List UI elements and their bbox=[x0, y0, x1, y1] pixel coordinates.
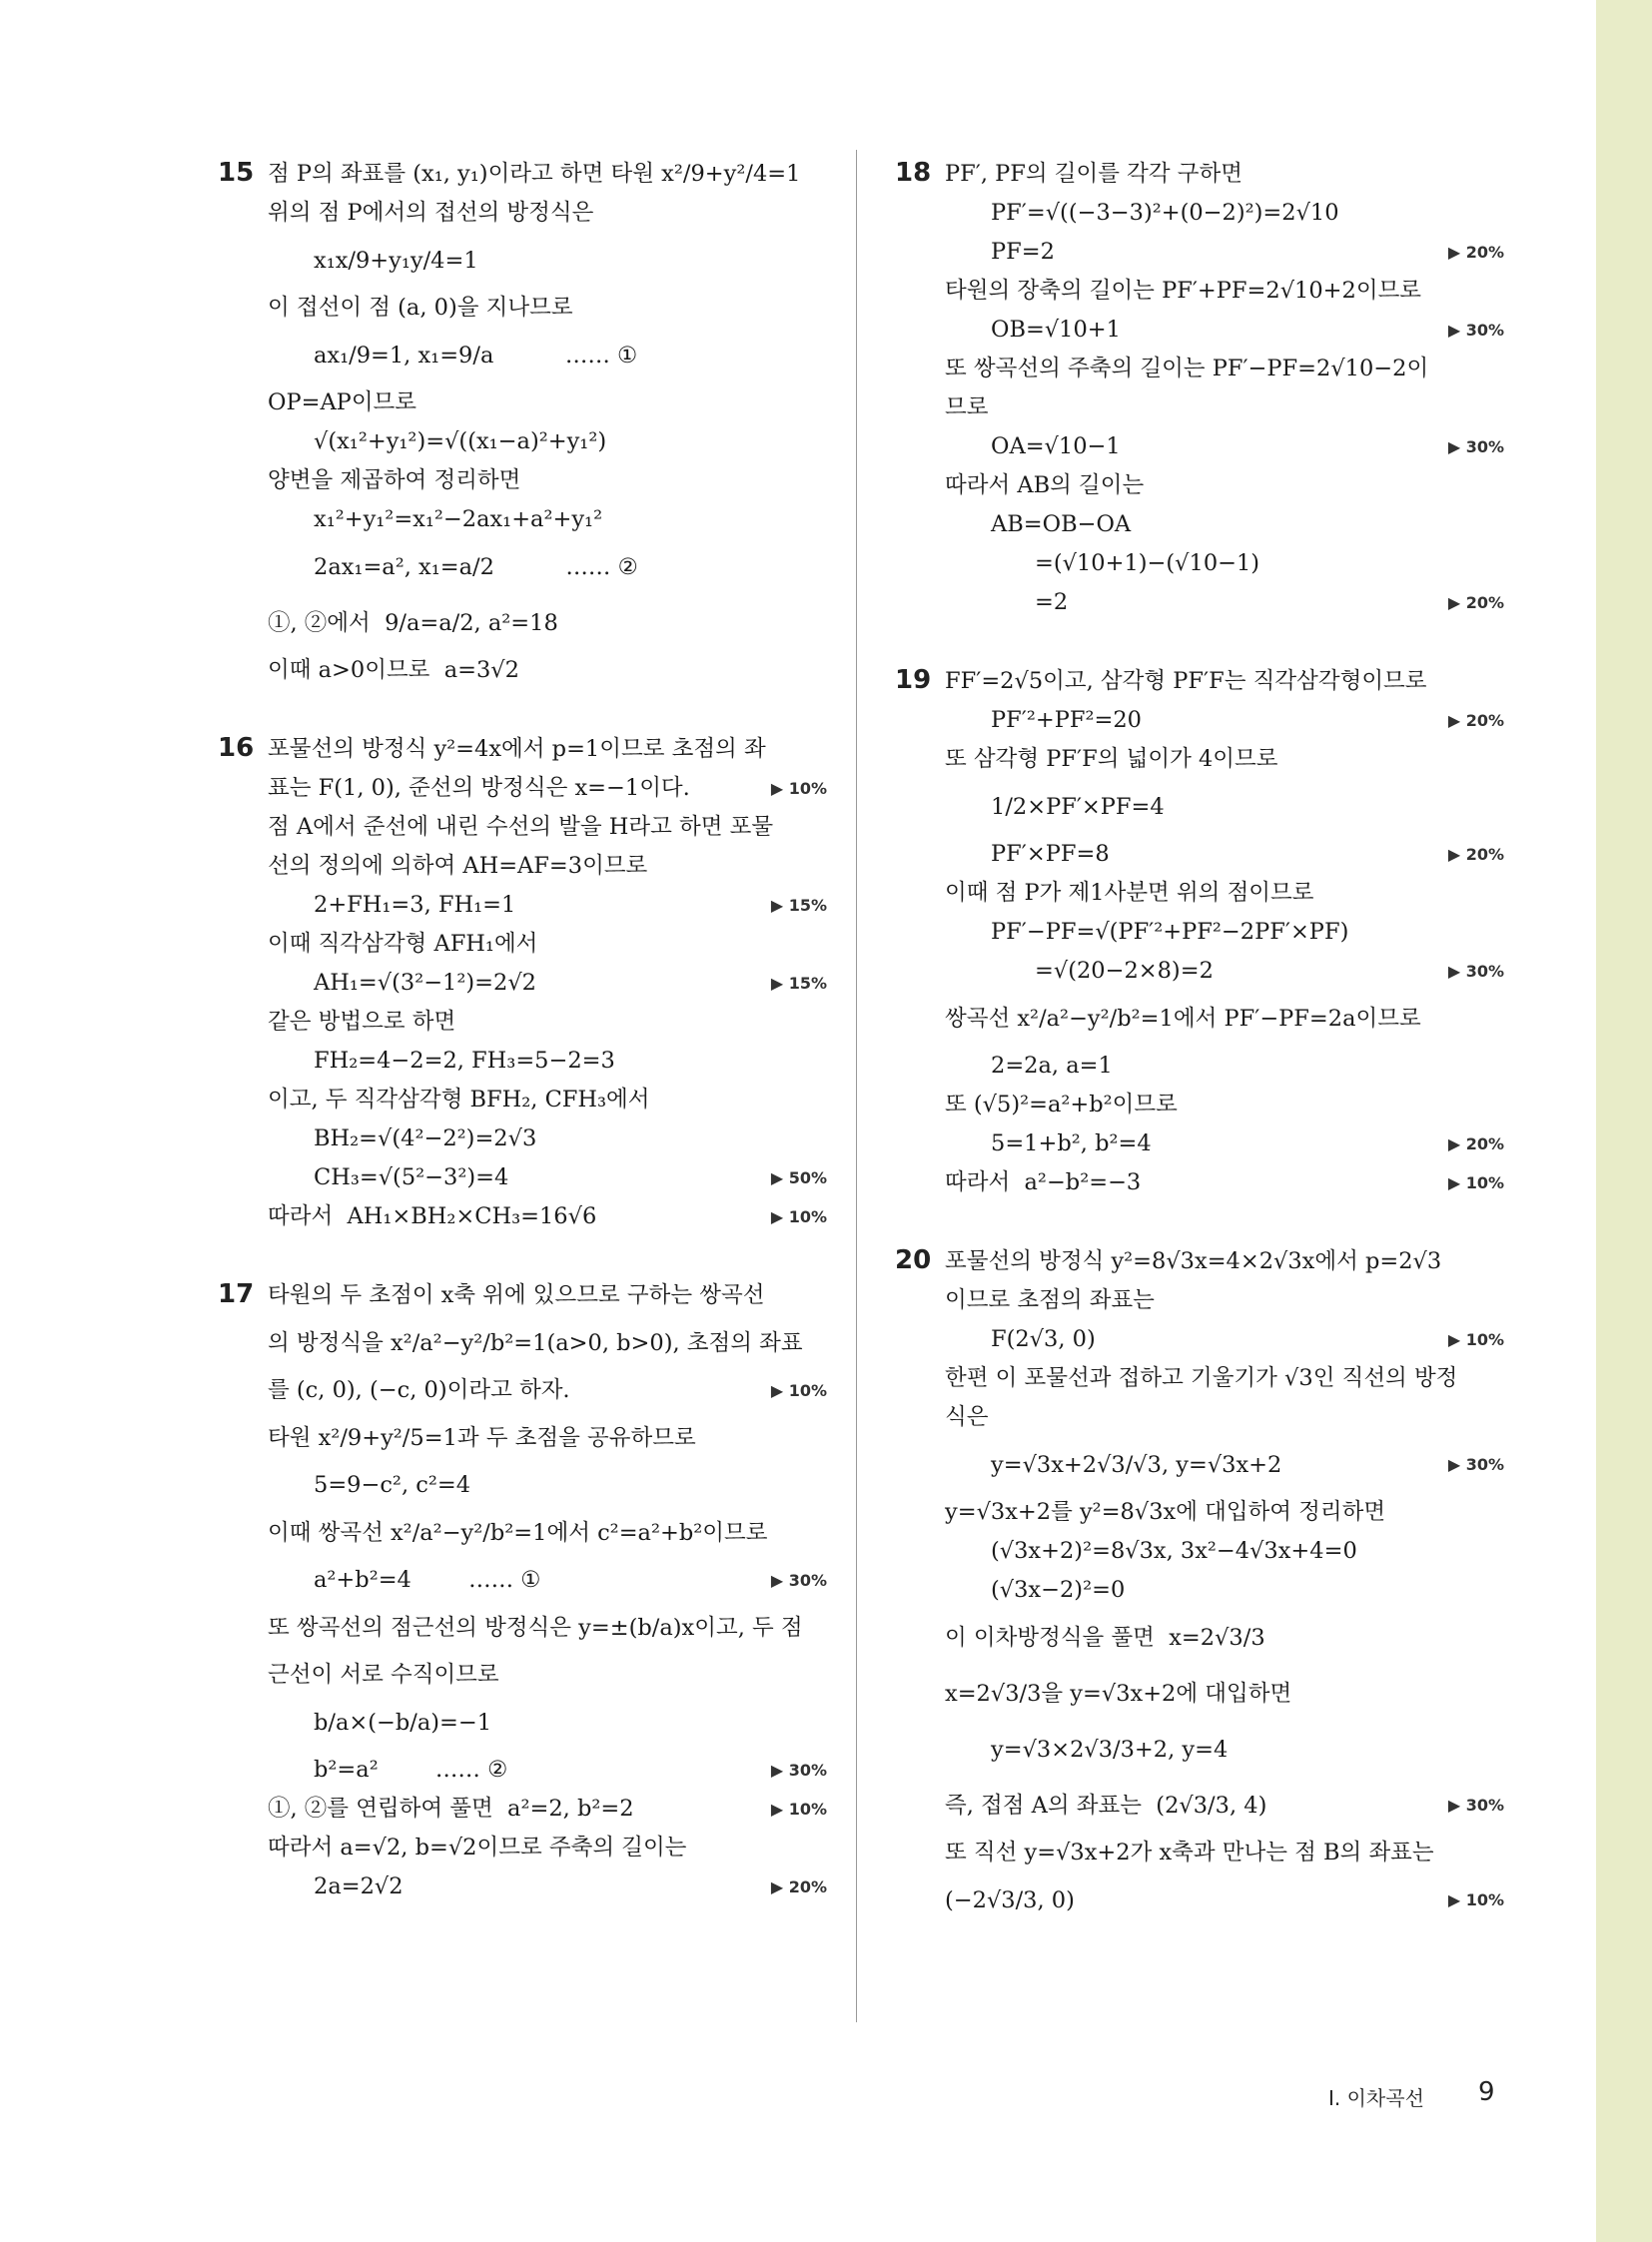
solution-line bbox=[268, 1600, 827, 1656]
score-badge: ▶ 15% bbox=[770, 896, 827, 915]
solution-text: 2ax₁=a², x₁=a/2 …… ② bbox=[314, 554, 638, 580]
solution-text: 또 쌍곡선의 주축의 길이는 PF′−PF=2√10−2이 bbox=[945, 356, 1429, 381]
solution-line bbox=[268, 1197, 827, 1236]
score-badge: ▶ 15% bbox=[770, 974, 827, 993]
problem-number: 17 bbox=[218, 1279, 255, 1309]
solution-text: b²=a² …… ② bbox=[314, 1757, 508, 1783]
solution-line bbox=[268, 1695, 827, 1751]
problem-number: 19 bbox=[895, 665, 932, 695]
solution-text: 선의 정의에 의하여 AH=AF=3이므로 bbox=[268, 853, 648, 879]
solution-text: 이때 쌍곡선 x²/a²−y²/b²=1에서 c²=a²+b²이므로 bbox=[268, 1520, 768, 1546]
solution-text: 또 쌍곡선의 점근선의 방정식은 y=±(b/a)x이고, 두 점 bbox=[268, 1615, 803, 1641]
score-badge: ▶ 30% bbox=[770, 1571, 827, 1590]
solution-text: FF′=2√5이고, 삼각형 PF′F는 직각삼각형이므로 bbox=[945, 668, 1427, 694]
solution-text: x=2√3/3을 y=√3x+2에 대입하면 bbox=[945, 1681, 1292, 1707]
solution-line bbox=[945, 1359, 1504, 1398]
column-divider bbox=[856, 150, 857, 2022]
solution-line bbox=[268, 595, 827, 651]
solution-line bbox=[945, 662, 1504, 701]
solution-text: 따라서 AB의 길이는 bbox=[945, 472, 1145, 498]
solution-line bbox=[268, 886, 827, 925]
problem-16 bbox=[218, 730, 827, 1236]
solution-line bbox=[268, 1315, 827, 1371]
solution-text: 를 (c, 0), (−c, 0)이라고 하자. bbox=[268, 1377, 570, 1403]
solution-line bbox=[268, 1561, 827, 1600]
solution-text: OB=√10+1 bbox=[991, 317, 1121, 343]
solution-text: x₁²+y₁²=x₁²−2ax₁+a²+y₁² bbox=[314, 506, 603, 532]
solution-text: 식은 bbox=[945, 1404, 989, 1430]
solution-text: PF′²+PF²=20 bbox=[991, 707, 1142, 733]
solution-text: 이때 점 P가 제1사분면 위의 점이므로 bbox=[945, 880, 1314, 906]
solution-text: (√3x+2)²=8√3x, 3x²−4√3x+4=0 bbox=[991, 1538, 1357, 1564]
solution-text: 따라서 a=√2, b=√2이므로 주축의 길이는 bbox=[268, 1835, 687, 1861]
solution-line bbox=[268, 233, 827, 289]
solution-line bbox=[268, 155, 827, 194]
solution-text: OP=AP이므로 bbox=[268, 389, 417, 415]
solution-line bbox=[945, 194, 1504, 233]
score-badge: ▶ 10% bbox=[770, 1381, 827, 1400]
solution-line bbox=[945, 544, 1504, 583]
solution-line bbox=[945, 991, 1504, 1047]
solution-line bbox=[945, 1124, 1504, 1163]
solution-line bbox=[268, 383, 827, 422]
solution-text: 포물선의 방정식 y²=4x에서 p=1이므로 초점의 좌 bbox=[268, 736, 766, 762]
solution-text: 2+FH₁=3, FH₁=1 bbox=[314, 892, 516, 918]
problem-18 bbox=[895, 155, 1504, 622]
solution-line bbox=[268, 651, 827, 690]
footer-chapter-title: Ⅰ. 이차곡선 bbox=[1328, 2086, 1424, 2110]
page-number: 9 bbox=[1478, 2077, 1495, 2107]
solution-line bbox=[945, 1571, 1504, 1610]
solution-line bbox=[945, 1437, 1504, 1493]
solution-line bbox=[945, 1242, 1504, 1281]
score-badge: ▶ 10% bbox=[1447, 1330, 1504, 1349]
solution-text: 포물선의 방정식 y²=8√3x=4×2√3x에서 p=2√3 bbox=[945, 1248, 1442, 1274]
solution-line bbox=[945, 1493, 1504, 1532]
problem-number: 15 bbox=[218, 158, 255, 188]
solution-line bbox=[945, 1320, 1504, 1359]
solution-line bbox=[268, 1868, 827, 1906]
problem-17 bbox=[218, 1276, 827, 1906]
solution-text: 1/2×PF′×PF=4 bbox=[991, 794, 1165, 820]
solution-line bbox=[945, 1610, 1504, 1666]
score-badge: ▶ 10% bbox=[770, 1800, 827, 1819]
solution-line bbox=[945, 1722, 1504, 1778]
solution-line bbox=[945, 583, 1504, 622]
solution-line bbox=[268, 539, 827, 595]
solution-line bbox=[268, 1042, 827, 1081]
solution-line bbox=[268, 1081, 827, 1120]
solution-line bbox=[268, 1829, 827, 1868]
solution-line bbox=[945, 913, 1504, 952]
solution-line bbox=[945, 1532, 1504, 1571]
solution-text: 의 방정식을 x²/a²−y²/b²=1(a>0, b>0), 초점의 좌표 bbox=[268, 1330, 803, 1356]
score-badge: ▶ 20% bbox=[1447, 711, 1504, 730]
score-badge: ▶ 20% bbox=[1447, 845, 1504, 864]
solution-line bbox=[268, 1790, 827, 1829]
score-badge: ▶ 30% bbox=[1447, 1455, 1504, 1474]
solution-line bbox=[268, 1410, 827, 1466]
solution-line bbox=[268, 1751, 827, 1790]
solution-text: 따라서 AH₁×BH₂×CH₃=16√6 bbox=[268, 1203, 597, 1229]
chapter-side-tab bbox=[1596, 0, 1652, 2242]
solution-line bbox=[945, 427, 1504, 466]
solution-text: 즉, 접점 A의 좌표는 (2√3/3, 4) bbox=[945, 1793, 1267, 1819]
solution-line bbox=[268, 1276, 827, 1315]
solution-text: PF=2 bbox=[991, 239, 1055, 265]
problem-15 bbox=[218, 155, 827, 690]
solution-text: b/a×(−b/a)=−1 bbox=[314, 1710, 492, 1736]
solution-text: =(√10+1)−(√10−1) bbox=[1035, 550, 1260, 576]
solution-text: =2 bbox=[1035, 589, 1069, 615]
solution-line bbox=[945, 1163, 1504, 1202]
solution-line bbox=[268, 500, 827, 539]
solution-line bbox=[945, 350, 1504, 388]
solution-text: 양변을 제곱하여 정리하면 bbox=[268, 467, 521, 493]
solution-text: x₁x/9+y₁y/4=1 bbox=[314, 248, 478, 274]
solution-line bbox=[945, 1834, 1504, 1872]
solution-line bbox=[945, 466, 1504, 505]
solution-line bbox=[268, 289, 827, 328]
solution-line bbox=[268, 1371, 827, 1410]
solution-text: 이때 a>0이므로 a=3√2 bbox=[268, 657, 519, 683]
score-badge: ▶ 50% bbox=[770, 1168, 827, 1187]
solution-text: 이고, 두 직각삼각형 BFH₂, CFH₃에서 bbox=[268, 1087, 650, 1113]
solution-text: 같은 방법으로 하면 bbox=[268, 1009, 456, 1035]
solution-text: =√(20−2×8)=2 bbox=[1035, 958, 1214, 984]
solution-line bbox=[268, 1505, 827, 1561]
solution-text: 2=2a, a=1 bbox=[991, 1053, 1113, 1079]
solution-text: (−2√3/3, 0) bbox=[945, 1887, 1075, 1913]
solution-line bbox=[945, 311, 1504, 350]
left-column bbox=[218, 155, 827, 1946]
solution-line bbox=[268, 964, 827, 1003]
solution-text: 이 이차방정식을 풀면 x=2√3/3 bbox=[945, 1625, 1265, 1651]
solution-line bbox=[945, 1666, 1504, 1722]
solution-line bbox=[945, 272, 1504, 311]
right-column bbox=[895, 155, 1504, 1968]
solution-line bbox=[268, 808, 827, 847]
solution-text: PF′−PF=√(PF′²+PF²−2PF′×PF) bbox=[991, 919, 1349, 945]
solution-text: 타원의 장축의 길이는 PF′+PF=2√10+2이므로 bbox=[945, 278, 1422, 304]
solution-line bbox=[268, 1003, 827, 1042]
solution-text: y=√3x+2를 y²=8√3x에 대입하여 정리하면 bbox=[945, 1499, 1386, 1525]
problem-number: 20 bbox=[895, 1245, 932, 1275]
solution-line bbox=[945, 701, 1504, 740]
solution-line bbox=[268, 1656, 827, 1695]
solution-text: 타원의 두 초점이 x축 위에 있으므로 구하는 쌍곡선 bbox=[268, 1282, 765, 1308]
solution-line bbox=[945, 388, 1504, 427]
solution-line bbox=[268, 461, 827, 500]
solution-line bbox=[945, 835, 1504, 874]
score-badge: ▶ 30% bbox=[1447, 962, 1504, 981]
solution-line bbox=[268, 328, 827, 383]
solution-line bbox=[268, 730, 827, 769]
solution-text: 5=9−c², c²=4 bbox=[314, 1472, 471, 1498]
solution-text: F(2√3, 0) bbox=[991, 1326, 1096, 1352]
solution-text: 표는 F(1, 0), 준선의 방정식은 x=−1이다. bbox=[268, 775, 690, 801]
solution-text: BH₂=√(4²−2²)=2√3 bbox=[314, 1125, 537, 1151]
solution-text: ①, ②를 연립하여 풀면 a²=2, b²=2 bbox=[268, 1796, 634, 1822]
solution-line bbox=[945, 1086, 1504, 1124]
solution-line bbox=[945, 505, 1504, 544]
solution-text: 위의 점 P에서의 접선의 방정식은 bbox=[268, 200, 594, 226]
solution-line bbox=[945, 1047, 1504, 1086]
solution-line bbox=[945, 233, 1504, 272]
solution-line bbox=[945, 155, 1504, 194]
solution-text: ax₁/9=1, x₁=9/a …… ① bbox=[314, 343, 638, 369]
solution-text: 이므로 초점의 좌표는 bbox=[945, 1287, 1155, 1313]
solution-text: OA=√10−1 bbox=[991, 433, 1121, 459]
solution-text: 또 직선 y=√3x+2가 x축과 만나는 점 B의 좌표는 bbox=[945, 1840, 1434, 1866]
solution-text: PF′×PF=8 bbox=[991, 841, 1110, 867]
solution-text: 타원 x²/9+y²/5=1과 두 초점을 공유하므로 bbox=[268, 1425, 696, 1451]
score-badge: ▶ 20% bbox=[770, 1877, 827, 1896]
solution-text: AH₁=√(3²−1²)=2√2 bbox=[314, 970, 536, 996]
solution-text: 따라서 a²−b²=−3 bbox=[945, 1169, 1142, 1195]
score-badge: ▶ 10% bbox=[770, 779, 827, 798]
solution-line bbox=[945, 1281, 1504, 1320]
solution-text: AB=OB−OA bbox=[991, 511, 1132, 537]
problem-19 bbox=[895, 662, 1504, 1202]
score-badge: ▶ 10% bbox=[1447, 1173, 1504, 1192]
solution-text: 이때 직각삼각형 AFH₁에서 bbox=[268, 931, 538, 957]
solution-line bbox=[268, 422, 827, 461]
score-badge: ▶ 30% bbox=[1447, 1796, 1504, 1815]
score-badge: ▶ 30% bbox=[1447, 321, 1504, 340]
solution-text: CH₃=√(5²−3²)=4 bbox=[314, 1164, 509, 1190]
solution-text: FH₂=4−2=2, FH₃=5−2=3 bbox=[314, 1048, 615, 1074]
solution-line bbox=[268, 194, 827, 233]
solution-text: 점 P의 좌표를 (x₁, y₁)이라고 하면 타원 x²/9+y²/4=1 bbox=[268, 161, 801, 187]
solution-line bbox=[268, 1466, 827, 1505]
solution-text: 5=1+b², b²=4 bbox=[991, 1130, 1152, 1156]
solution-text: 쌍곡선 x²/a²−y²/b²=1에서 PF′−PF=2a이므로 bbox=[945, 1006, 1421, 1032]
solution-text: 이 접선이 점 (a, 0)을 지나므로 bbox=[268, 295, 573, 321]
solution-line bbox=[268, 925, 827, 964]
score-badge: ▶ 20% bbox=[1447, 593, 1504, 612]
score-badge: ▶ 10% bbox=[1447, 1890, 1504, 1909]
solution-line bbox=[268, 1158, 827, 1197]
solution-line bbox=[945, 740, 1504, 779]
solution-text: y=√3x+2√3/√3, y=√3x+2 bbox=[991, 1452, 1282, 1478]
score-badge: ▶ 20% bbox=[1447, 1134, 1504, 1153]
solution-text: 또 (√5)²=a²+b²이므로 bbox=[945, 1092, 1178, 1118]
solution-text: (√3x−2)²=0 bbox=[991, 1577, 1126, 1603]
solution-text: ①, ②에서 9/a=a/2, a²=18 bbox=[268, 610, 558, 636]
solution-text: 한편 이 포물선과 접하고 기울기가 √3인 직선의 방정 bbox=[945, 1365, 1458, 1391]
solution-text: 점 A에서 준선에 내린 수선의 발을 H라고 하면 포물 bbox=[268, 814, 774, 840]
solution-line bbox=[945, 952, 1504, 991]
solution-line bbox=[268, 1120, 827, 1158]
problem-number: 18 bbox=[895, 158, 932, 188]
solution-text: 또 삼각형 PF′F의 넓이가 4이므로 bbox=[945, 746, 1278, 772]
score-badge: ▶ 30% bbox=[770, 1761, 827, 1780]
problem-20 bbox=[895, 1242, 1504, 1928]
solution-line bbox=[945, 874, 1504, 913]
solution-line bbox=[945, 1872, 1504, 1928]
solution-line bbox=[945, 779, 1504, 835]
score-badge: ▶ 10% bbox=[770, 1207, 827, 1226]
solution-text: 근선이 서로 수직이므로 bbox=[268, 1662, 499, 1688]
solution-line bbox=[268, 847, 827, 886]
solution-text: PF′=√((−3−3)²+(0−2)²)=2√10 bbox=[991, 200, 1339, 226]
solution-text: 므로 bbox=[945, 394, 989, 420]
solution-text: 2a=2√2 bbox=[314, 1873, 404, 1899]
solution-text: √(x₁²+y₁²)=√((x₁−a)²+y₁²) bbox=[314, 428, 607, 454]
score-badge: ▶ 30% bbox=[1447, 437, 1504, 456]
solution-text: PF′, PF의 길이를 각각 구하면 bbox=[945, 161, 1242, 187]
problem-number: 16 bbox=[218, 733, 255, 763]
score-badge: ▶ 20% bbox=[1447, 243, 1504, 262]
solution-text: a²+b²=4 …… ① bbox=[314, 1567, 541, 1593]
solution-text: y=√3×2√3/3+2, y=4 bbox=[991, 1737, 1229, 1763]
solution-line bbox=[268, 769, 827, 808]
solution-line bbox=[945, 1398, 1504, 1437]
solution-line bbox=[945, 1778, 1504, 1834]
